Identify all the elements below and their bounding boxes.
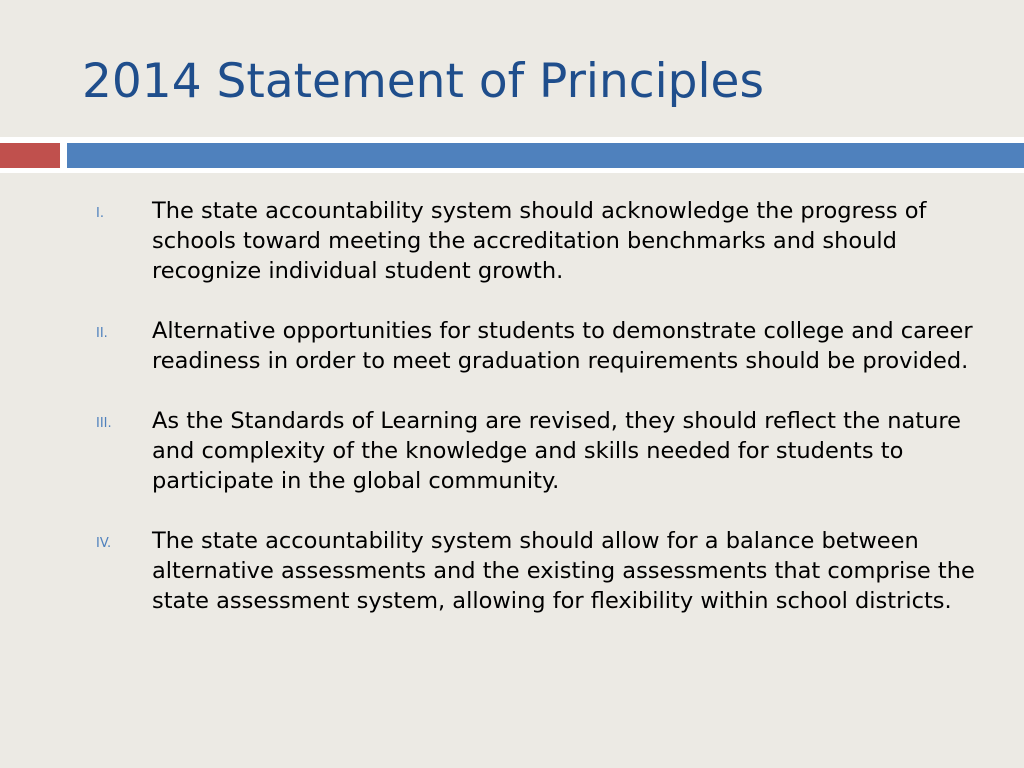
slide-title: 2014 Statement of Principles [82, 54, 764, 109]
list-item-text: Alternative opportunities for students to demonstrate college and career readiness in order to meet graduation requirements should be provided. [152, 318, 973, 374]
list-item-text: The state accountability system should allow for a balance between alternative assessments and the existing assessments that comprise the state assessment system, allowing for flexibility within school districts. [152, 528, 975, 614]
list-item [0, 196, 1024, 286]
list-item [0, 316, 1024, 376]
list-item [0, 526, 1024, 616]
list-item [0, 406, 1024, 496]
accent-bar-blue [67, 143, 1024, 168]
accent-bar-red [0, 143, 60, 168]
list-numeral: I. [96, 206, 104, 221]
list-numeral: IV. [96, 536, 112, 551]
list-item-text: The state accountability system should acknowledge the progress of schools toward meeting the accreditation benchmarks and should recognize individual student growth. [152, 198, 927, 284]
principles-list [0, 196, 1024, 646]
list-numeral: II. [96, 326, 108, 341]
list-numeral: III. [96, 416, 112, 431]
list-item-text: As the Standards of Learning are revised, they should reflect the nature and complexity of the knowledge and skills needed for students to participate in the global community. [152, 408, 961, 494]
